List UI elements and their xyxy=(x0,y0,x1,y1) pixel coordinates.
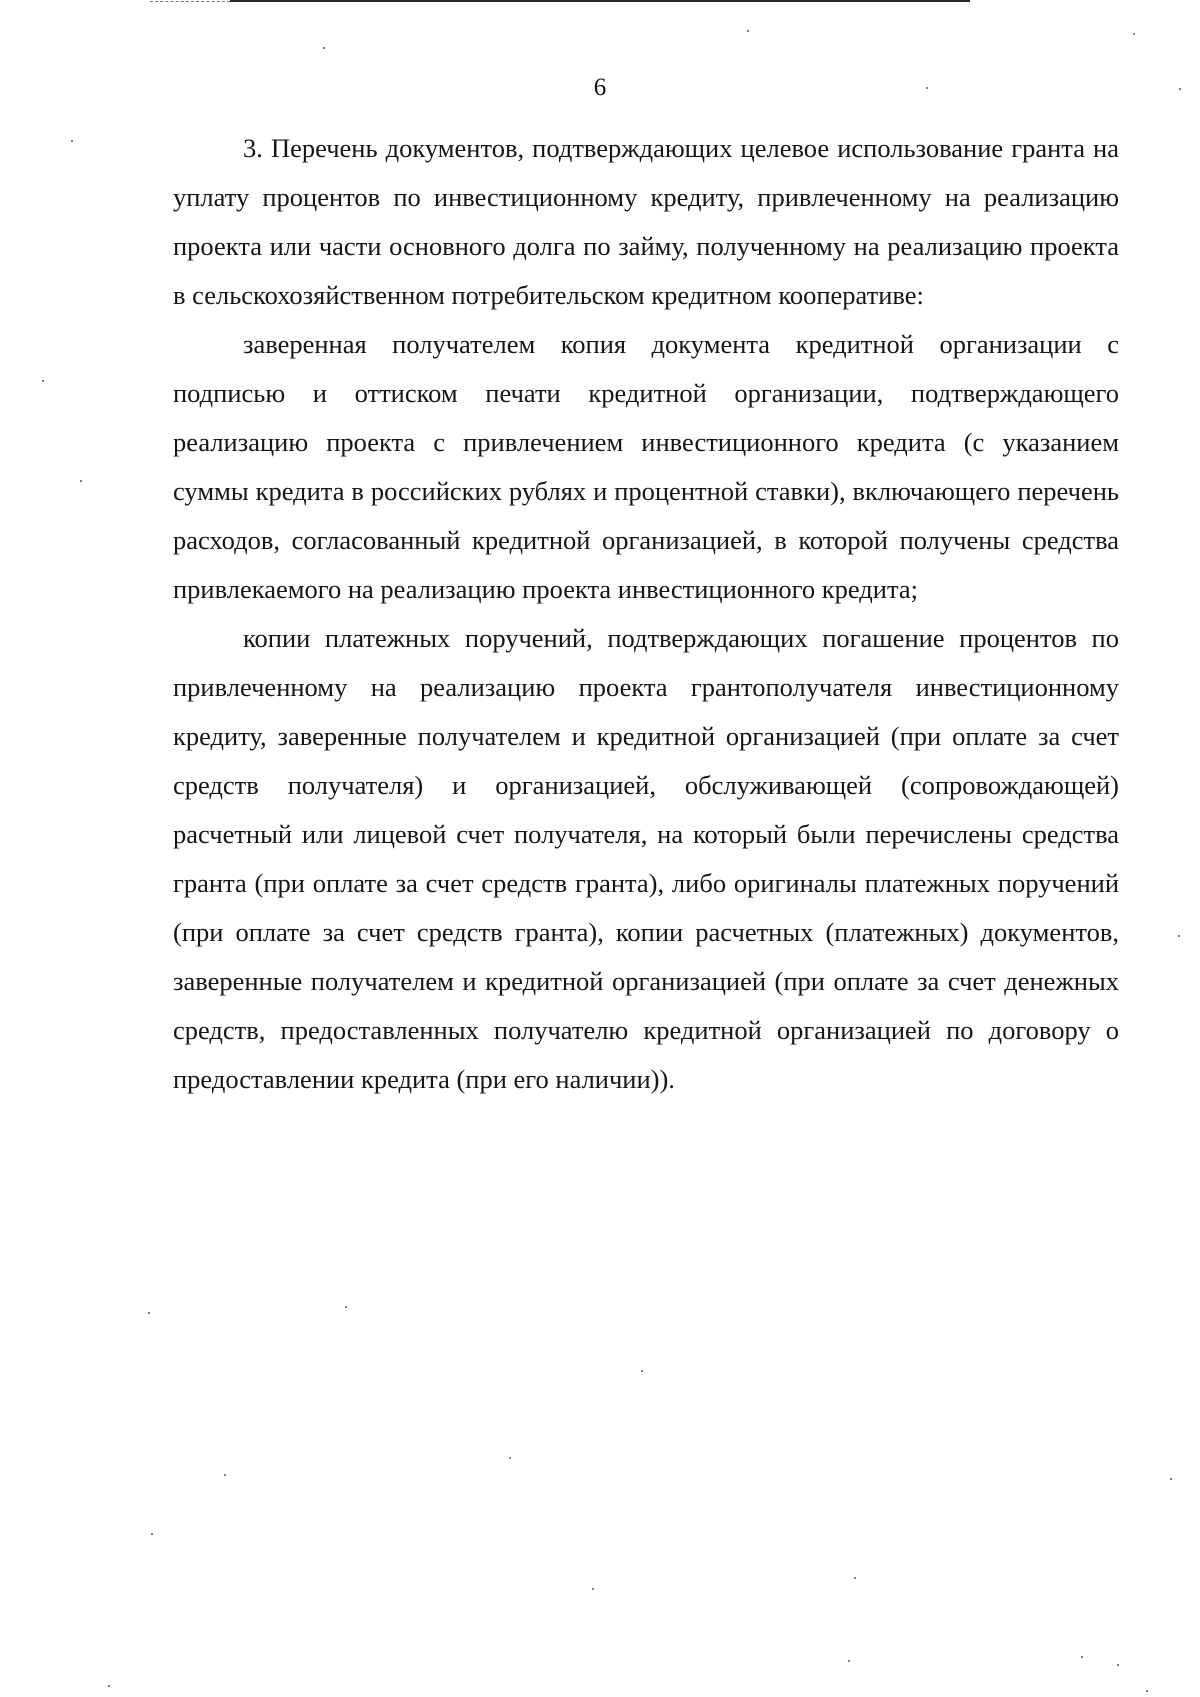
scan-speck xyxy=(848,1660,850,1662)
scan-speck xyxy=(148,1312,150,1314)
scan-speck xyxy=(747,30,749,32)
scan-speck xyxy=(71,140,73,142)
scan-speck xyxy=(42,380,44,382)
scan-speck xyxy=(80,480,82,482)
scan-speck xyxy=(1081,1656,1083,1658)
scan-speck xyxy=(1146,1690,1148,1692)
scan-speck xyxy=(108,1685,110,1687)
scan-speck xyxy=(1170,1478,1172,1480)
paragraph-payment-orders: копии платежных поручений, подтверждающих погашение процентов по привлеченному на реализацию проекта грантополучателя инвестиционному кредиту, заверенные получателем и кредитной организацией (при оплате за счет средств получателя) и организацией, обслуживающей (сопровождающей) расчетный или лицевой счет получателя, на который были перечислены средства гранта (при оплате за счет средств гранта), либо оригиналы платежных поручений (при оплате за счет средств гранта), копии расчетных (платежных) документов, заверенные получателем и кредитной организацией (при оплате за счет денежных средств, предоставленных получателю кредитной организацией по договору о предоставлении кредита (при его наличии)). xyxy=(173,623,1119,1094)
scan-top-edge xyxy=(230,0,970,2)
scan-speck xyxy=(592,1588,594,1590)
document-body xyxy=(173,124,1119,1104)
scan-speck xyxy=(1133,33,1135,35)
scan-speck xyxy=(926,87,928,89)
paragraph-list-heading: 3. Перечень документов, подтверждающих целевое использование гранта на уплату процентов по инвестиционному кредиту, привлеченному на реализацию проекта или части основного долга по займу, полученному на реализацию проекта в сельскохозяйственном потребительском кредитном кооперативе: xyxy=(173,133,1119,310)
scan-speck xyxy=(1178,935,1180,937)
scan-speck xyxy=(1179,88,1181,90)
scan-speck xyxy=(1117,1664,1119,1666)
page-number: 6 xyxy=(593,74,607,101)
scan-speck xyxy=(224,1474,226,1476)
scan-top-edge-dash xyxy=(150,1,230,2)
scan-speck xyxy=(323,47,325,49)
scan-speck xyxy=(345,1306,347,1308)
scan-speck xyxy=(151,1533,153,1535)
scan-speck xyxy=(641,1370,643,1372)
scan-speck xyxy=(854,1577,856,1579)
paragraph-certified-copy: заверенная получателем копия документа кредитной организации с подписью и оттиском печати кредитной организации, подтверждающего реализацию проекта с привлечением инвестиционного кредита (с указанием суммы кредита в российских рублях и процентной ставки), включающего перечень расходов, согласованный кредитной организацией, в которой получены средства привлекаемого на реализацию проекта инвестиционного кредита; xyxy=(173,329,1119,604)
scan-speck xyxy=(509,1457,511,1459)
